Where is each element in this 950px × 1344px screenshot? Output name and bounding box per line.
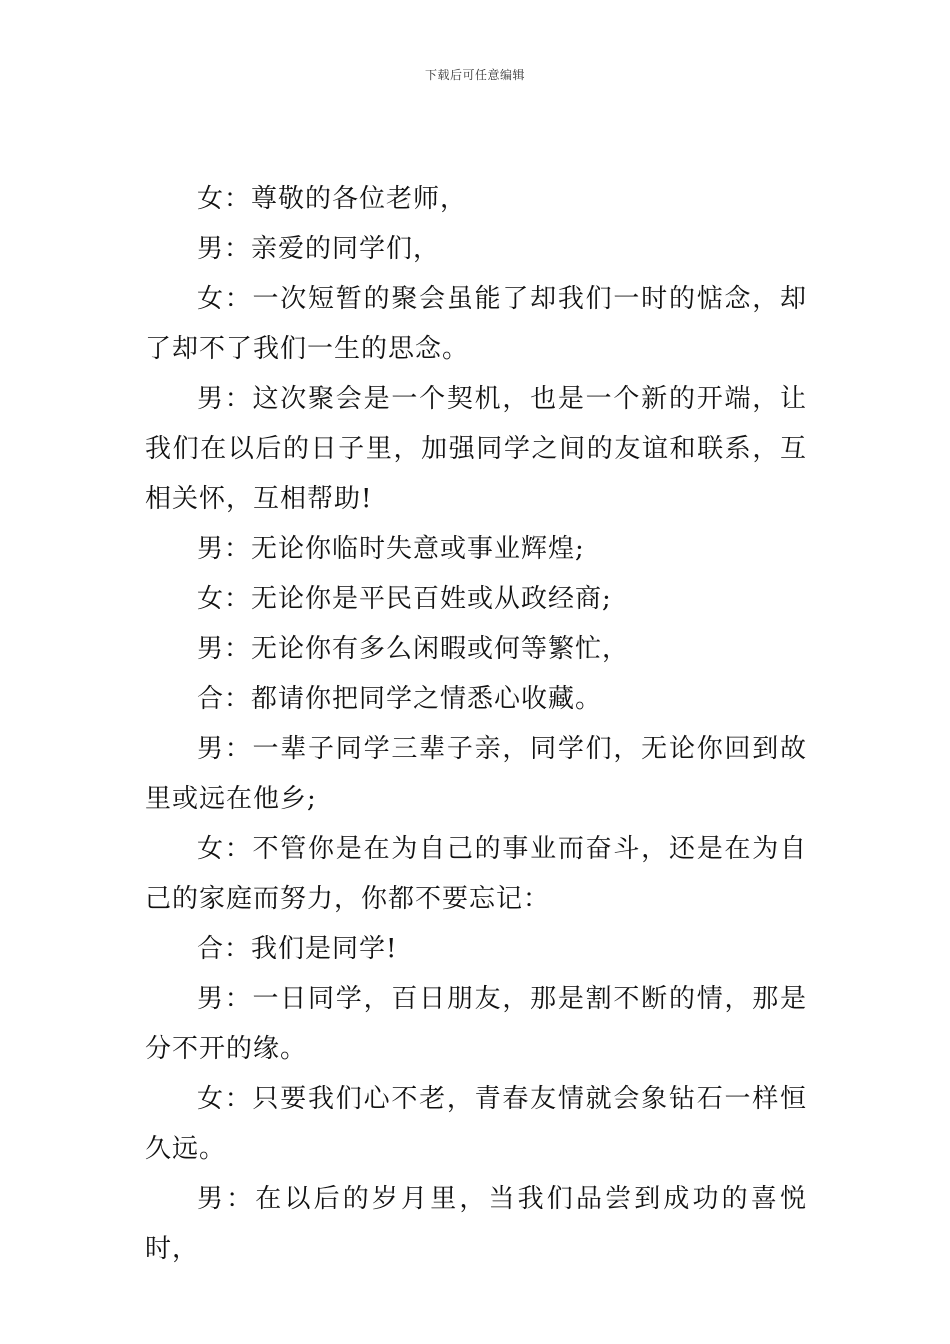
paragraph: 男：这次聚会是一个契机，也是一个新的开端，让我们在以后的日子里，加强同学之间的友谊和联系，互相关怀，互相帮助! [145,384,807,514]
paragraph: 合：我们是同学! [197,934,398,964]
paragraph: 男：一日同学，百日朋友，那是割不断的情，那是分不开的缘。 [145,984,807,1064]
paragraph: 男：在以后的岁月里，当我们品尝到成功的喜悦时， [145,1184,807,1264]
paragraph: 男：亲爱的同学们， [197,234,441,264]
paragraph: 男：无论你有多么闲暇或何等繁忙， [197,634,630,664]
paragraph: 男：无论你临时失意或事业辉煌; [197,534,585,564]
paragraph: 女：只要我们心不老，青春友情就会象钻石一样恒久远。 [145,1084,807,1164]
paragraph: 女：尊敬的各位老师， [197,184,468,214]
paragraph: 合：都请你把同学之情悉心收藏。 [197,684,603,714]
paragraph: 女：一次短暂的聚会虽能了却我们一时的惦念，却了却不了我们一生的思念。 [145,284,807,364]
paragraph: 女：不管你是在为自己的事业而奋斗，还是在为自己的家庭而努力，你都不要忘记： [145,834,807,914]
document-body [145,174,807,1274]
paragraph: 男：一辈子同学三辈子亲，同学们，无论你回到故里或远在他乡; [145,734,807,814]
header-note: 下载后可任意编辑 [424,68,525,82]
paragraph: 女：无论你是平民百姓或从政经商; [197,584,612,614]
